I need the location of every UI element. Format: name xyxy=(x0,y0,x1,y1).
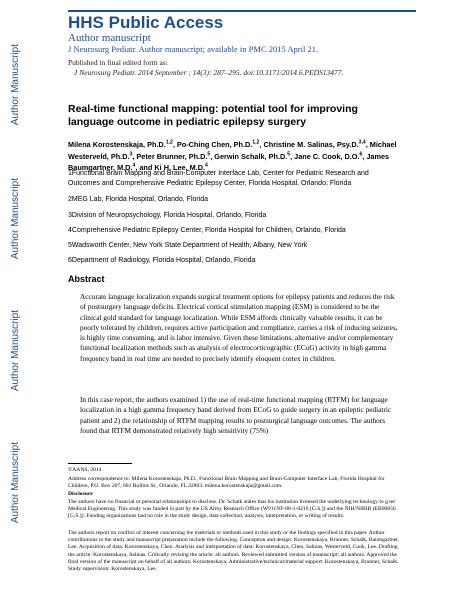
affiliation: 1Functional Brain Mapping and Brain-Computer Interface Lab, Center for Pediatric Research and Outcomes and Comprehensive Pediatric Epilepsy Center, Florida Hospital, Orlando, Florida xyxy=(68,170,369,187)
correspondence-note: Address correspondence to: Milena Korostenskaja, Ph.D., Functional Brain Mapping and Brain-Computer Interface Lab, Florida Hospital for Children, P.O. Box 207, 601 Rollins St., Orlando, FL 32803. milena.korostenskaja@gmail.com. xyxy=(68,476,385,490)
disclosure-heading: Disclosure xyxy=(68,491,93,497)
citation: J Neurosurg Pediatr. 2014 September ; 14(3): 287–295. doi:10.3171/2014.6.PEDS13477. xyxy=(74,68,344,77)
sidebar-label: Author Manuscript xyxy=(10,178,21,260)
disclosure-text: The authors have no financial or personal relationships to disclose. Dr. Schalk states that his institution licensed the underlying technology to g.tec Medical Engineering. This study was funded in part by the US Army Research Office (W911NF-08-1-0216 [G.S.]) and the NIH/NIBIB (EB00856 [G.S.]). Funding organizations had no role in the study design, data collection, analysis, interpretation, or writing of results. xyxy=(68,499,396,520)
journal-availability-line: J Neurosurg Pediatr. Author manuscript; available in PMC 2015 April 21. xyxy=(68,44,319,54)
sidebar-label: Author Manuscript xyxy=(10,310,21,392)
sidebar-label: Author Manuscript xyxy=(10,442,21,524)
article-title: Real-time functional mapping: potential tool for improving language outcome in pediatric epilepsy surgery xyxy=(68,103,358,128)
copyright-note: ©AANS, 2014 xyxy=(68,467,102,473)
footnote-rule xyxy=(68,463,132,464)
affiliation: 3Division of Neuropsychology, Florida Hospital, Orlando, Florida xyxy=(68,212,267,219)
affiliation: 2MEG Lab, Florida Hospital, Orlando, Florida xyxy=(68,196,209,203)
author-manuscript-sidebar xyxy=(0,0,36,600)
published-label: Published in final edited form as: xyxy=(68,58,168,67)
hhs-public-access-logo: HHS Public Access xyxy=(68,13,224,32)
affiliation: 6Department of Radiology, Florida Hospital, Orlando, Florida xyxy=(68,257,256,264)
header-rule xyxy=(68,10,416,12)
abstract-paragraph: In this case report, the authors examined 1) the use of real-time functional mapping (RTFM) for language localization in a high gamma frequency band derived from ECoG to guide surgery in an epileptic pediatric patient and 2) the relationship of RTFM mapping results to postsurgical language outcomes. The authors found that RTFM demonstrated relatively high sensitivity (75%) xyxy=(80,395,392,435)
affiliation: 5Wadsworth Center, New York State Department of Health, Albany, New York xyxy=(68,242,308,249)
author-list: Milena Korostenskaja, Ph.D.$^{1,2}$, Po-Ching Chen, Ph.D.$^{1,2}$, Christine M. Salinas, Psy.D.$^{3,4}$, Michael Westerveld, Ph.D.$^3$, Peter Brunner, Ph.D.$^5$, Gerwin Schalk, Ph.D.$^5$, Jane C. Cook, D.O.$^6$, James Baumgartner, M.D.$^4$, and Ki H. Lee, M.D.$^4$ xyxy=(68,139,397,172)
affiliation: 4Comprehensive Pediatric Epilepsy Center, Florida Hospital for Children, Orlando, Florida xyxy=(68,227,346,234)
author-manuscript-subtitle: Author manuscript xyxy=(68,32,151,44)
contributions-text: The authors report no conflict of interest concerning the materials or methods used in this study or the findings specified in this paper. Author contributions to the study and manuscript preparation include the following. Conception and design: Korostenskaya, Brunner, Schalk, Baumgartner, Lee. Acquisition of data: Korostenskaya, Chen. Analysis and interpretation of data: Korostenskaya, Chen, Salinas, Westerveld, Cook, Lee. Drafting the article: Korostenskaya, Salinas. Critically revising the article: all authors. Reviewed submitted version of manuscript: all authors. Approved the final version of the manuscript on behalf of all authors: Korostenskaya. Administrative/technical/material support: Korostenskaya, Brunner, Schalk. Study supervision: Korostenskaya, Lee. xyxy=(68,530,400,573)
sidebar-label: Author Manuscript xyxy=(10,44,21,126)
abstract-heading: Abstract xyxy=(68,274,105,284)
abstract-paragraph: Accurate language localization expands surgical treatment options for epilepsy patients and reduces the risk of postsurgery language deficits. Electrical cortical stimulation mapping (ESM) is considered to be the clinical gold standard for language localization. While ESM affords clinically valuable results, it can be poorly tolerated by children, requires active participation and compliance, carries a risk of inducing seizures, is highly time consuming, and is labor intensive. Given these limitations, alternative and/or complementary functional localization methods such as analysis of electrocorticographic (ECoG) activity in high gamma frequency band in real time are needed to precisely identify eloquent cortex in children. xyxy=(80,292,398,363)
